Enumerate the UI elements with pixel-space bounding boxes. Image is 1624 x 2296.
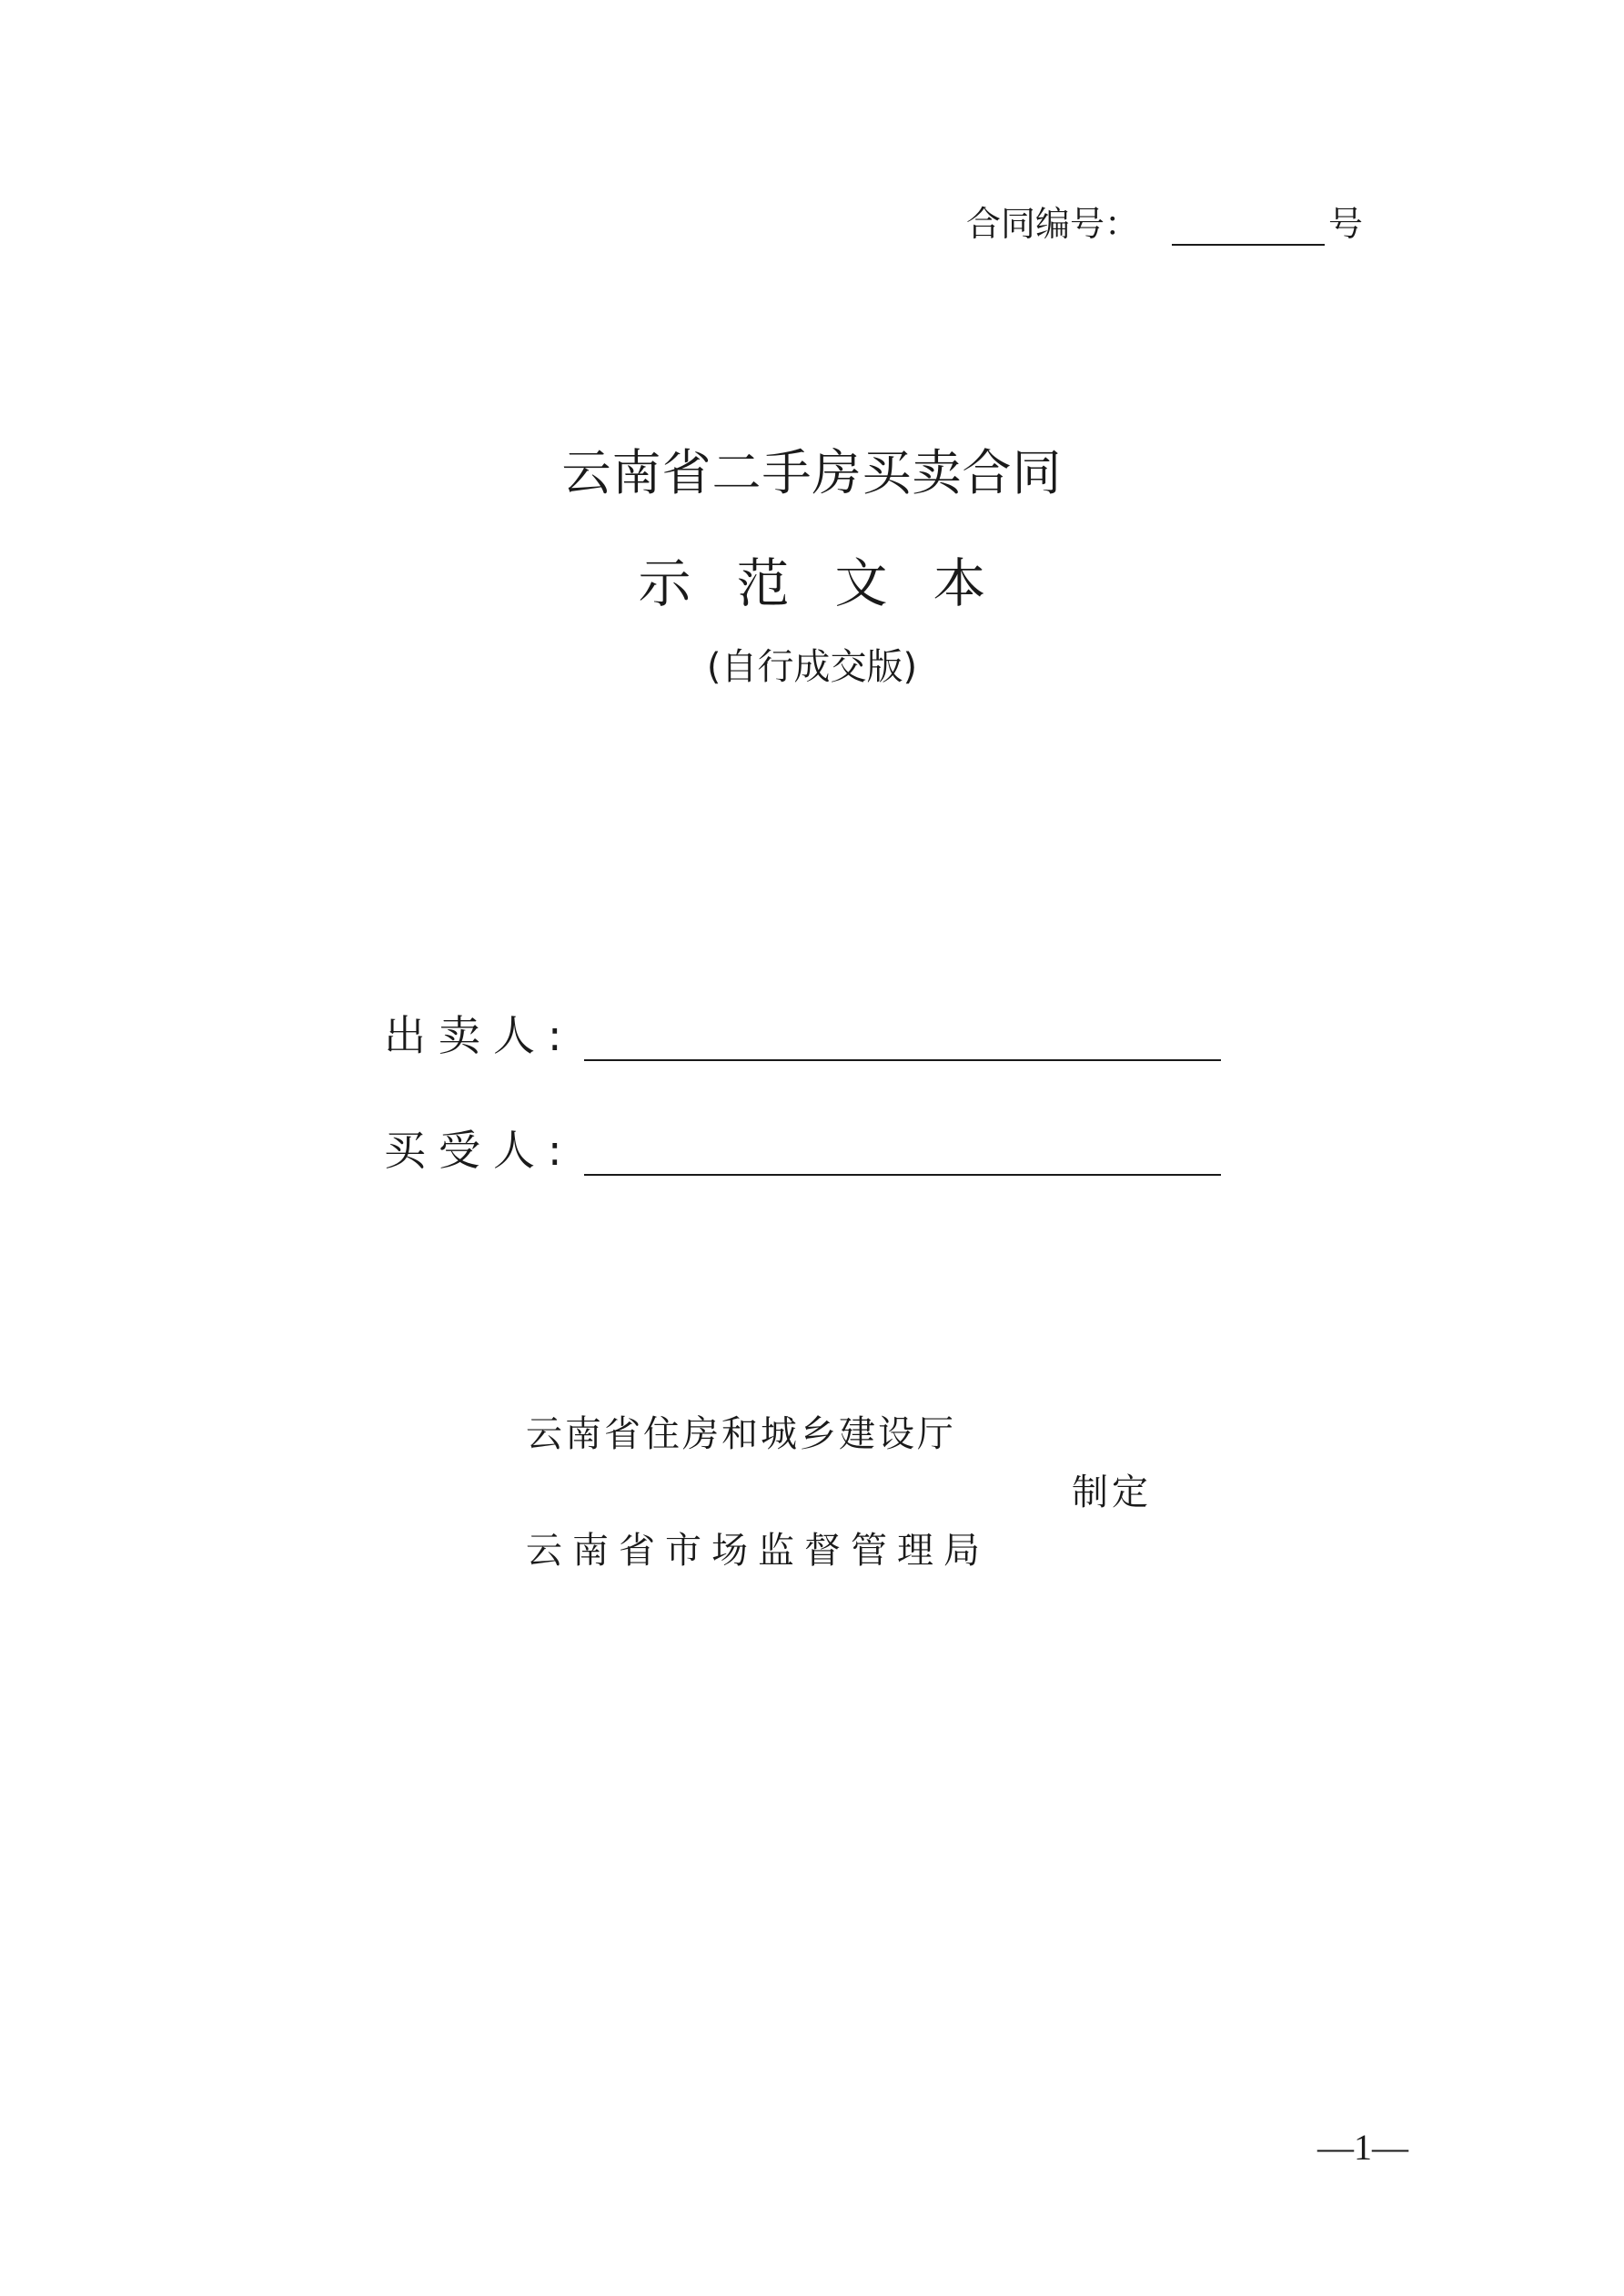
seller-name-blank — [584, 1019, 1221, 1061]
issuer-action: 制定 — [1072, 1472, 1152, 1513]
seller-label: 出卖人: — [384, 1011, 575, 1060]
buyer-line — [384, 1125, 1221, 1176]
issuer-market-regulation: 云南省市场监督管理局 — [526, 1530, 990, 1572]
seller-line — [384, 1010, 1221, 1061]
buyer-label: 买受人: — [384, 1126, 575, 1175]
page-number: —1— — [1317, 2127, 1408, 2168]
buyer-name-blank — [584, 1134, 1221, 1176]
document-subtitle: 示范文本 — [638, 552, 1032, 614]
document-edition: (自行成交版) — [706, 646, 918, 688]
issuer-housing-department: 云南省住房和城乡建设厅 — [526, 1413, 956, 1455]
contract-number-line — [966, 202, 1363, 246]
contract-number-blank — [1172, 207, 1325, 246]
contract-number-label: 合同编号： — [966, 204, 1140, 244]
document-title: 云南省二手房买卖合同 — [561, 444, 1063, 501]
contract-number-suffix: 号 — [1328, 204, 1364, 244]
